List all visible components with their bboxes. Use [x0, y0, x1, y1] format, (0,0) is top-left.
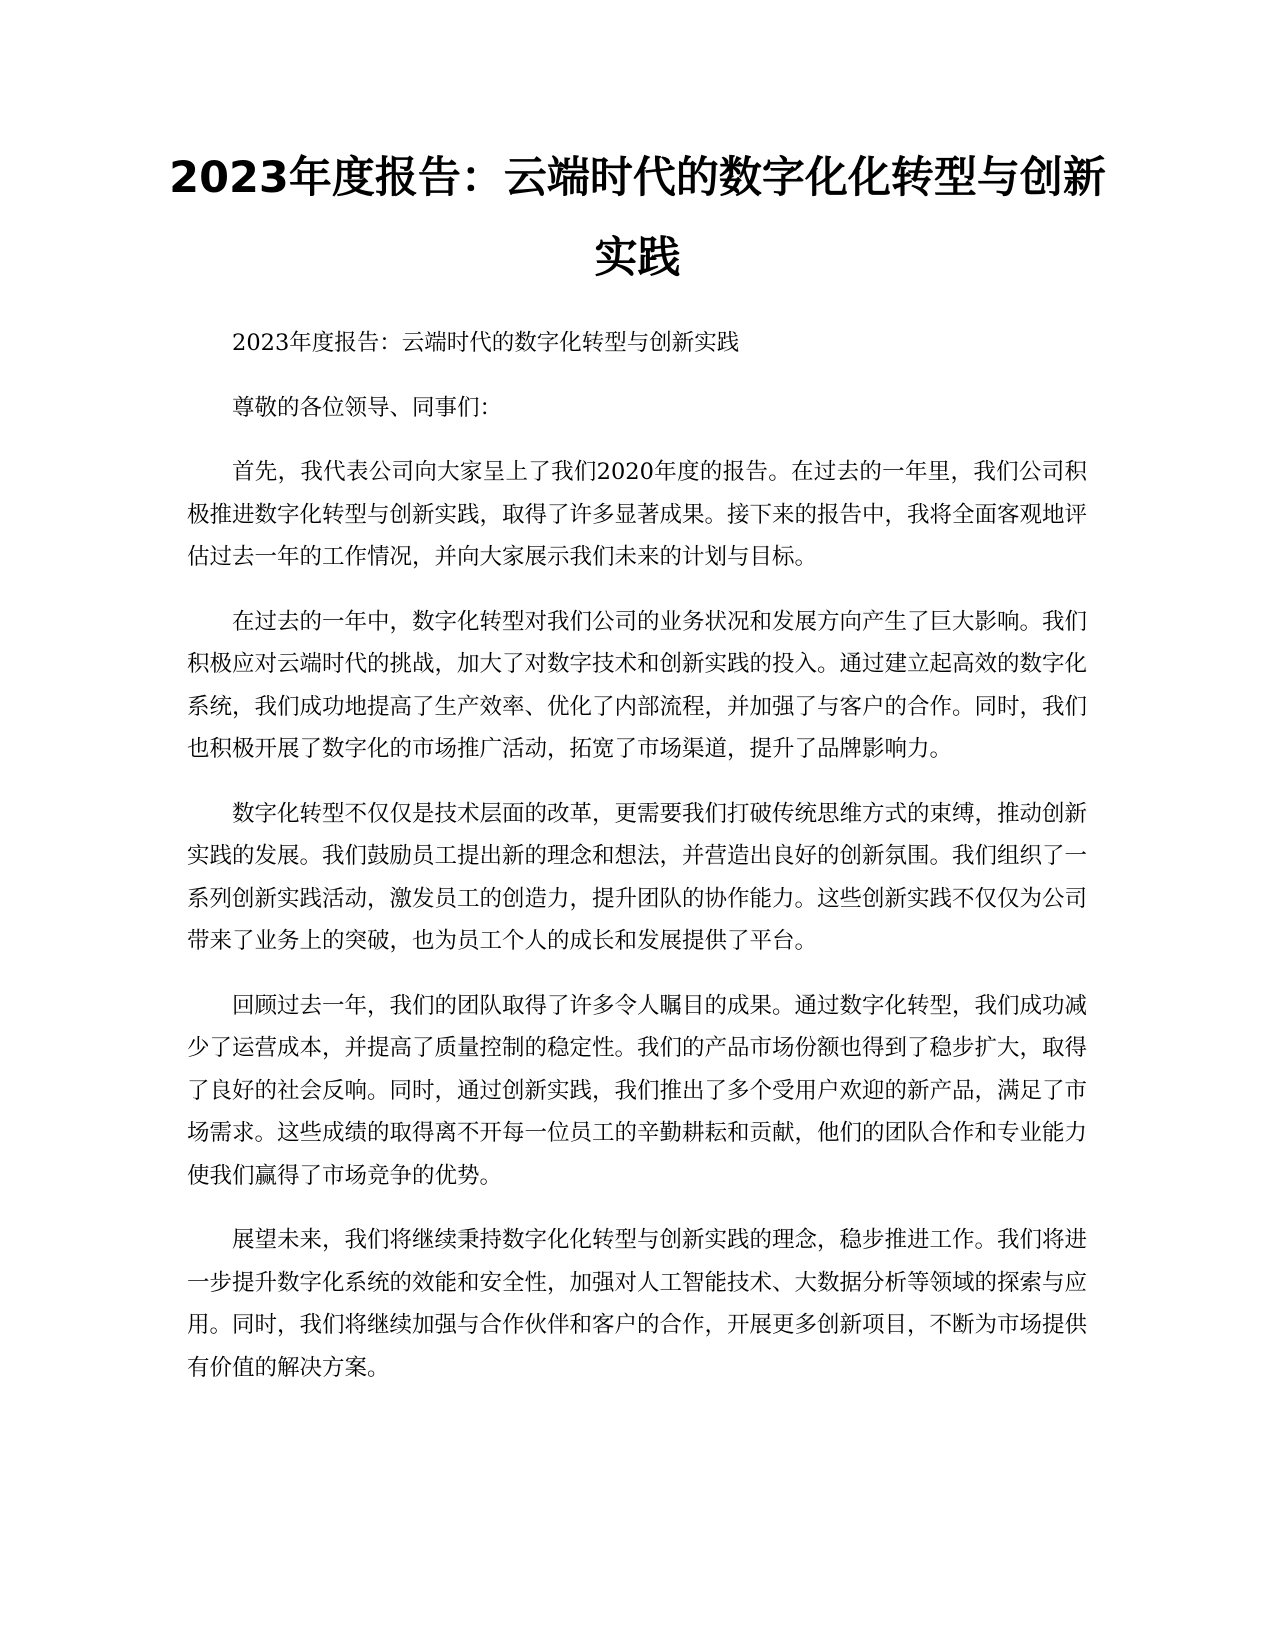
paragraph-innovation-culture: 数字化转型不仅仅是技术层面的改革，更需要我们打破传统思维方式的束缚，推动创新实践的发展。我们鼓励员工提出新的理念和想法，并营造出良好的创新氛围。我们组织了一系列创新实践活动，激发员工的创造力，提升团队的协作能力。这些创新实践不仅仅为公司带来了业务上的突破，也为员工个人的成长和发展提供了平台。 — [187, 800, 1088, 954]
document-body — [187, 322, 1087, 1411]
paragraph-subtitle: 2023年度报告：云端时代的数字化转型与创新实践 — [232, 330, 740, 356]
paragraph-outlook: 展望未来，我们将继续秉持数字化化转型与创新实践的理念，稳步推进工作。我们将进一步提升数字化系统的效能和安全性，加强对人工智能技术、大数据分析等领域的探索与应用。同时，我们将继续加强与合作伙伴和客户的合作，开展更多创新项目，不断为市场提供有价值的解决方案。 — [187, 1227, 1088, 1381]
document-title: 2023年度报告：云端时代的数字化化转型与创新实践 — [169, 153, 1106, 283]
paragraph-achievements: 回顾过去一年，我们的团队取得了许多令人瞩目的成果。通过数字化转型，我们成功减少了运营成本，并提高了质量控制的稳定性。我们的产品市场份额也得到了稳步扩大，取得了良好的社会反响。同时，通过创新实践，我们推出了多个受用户欢迎的新产品，满足了市场需求。这些成绩的取得离不开每一位员工的辛勤耕耘和贡献，他们的团队合作和专业能力使我们赢得了市场竞争的优势。 — [187, 992, 1088, 1189]
paragraph-introduction: 首先，我代表公司向大家呈上了我们2020年度的报告。在过去的一年里，我们公司积极推进数字化转型与创新实践，取得了许多显著成果。接下来的报告中，我将全面客观地评估过去一年的工作情况，并向大家展示我们未来的计划与目标。 — [187, 459, 1088, 570]
paragraph-salutation: 尊敬的各位领导、同事们： — [232, 394, 503, 421]
paragraph-digital-impact: 在过去的一年中，数字化转型对我们公司的业务状况和发展方向产生了巨大影响。我们积极应对云端时代的挑战，加大了对数字技术和创新实践的投入。通过建立起高效的数字化系统，我们成功地提高了生产效率、优化了内部流程，并加强了与客户的合作。同时，我们也积极开展了数字化的市场推广活动，拓宽了市场渠道，提升了品牌影响力。 — [187, 608, 1088, 762]
